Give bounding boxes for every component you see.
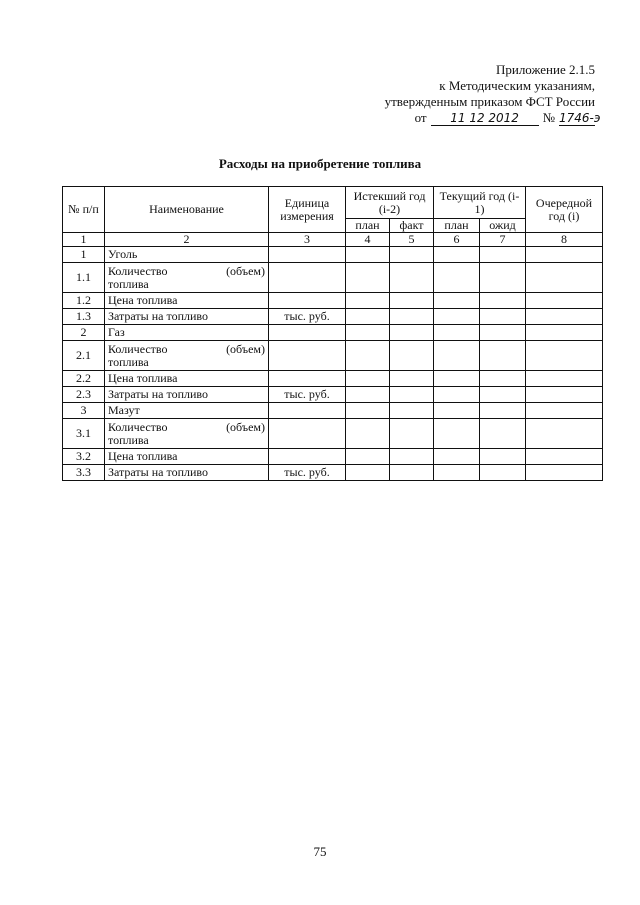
cell-fact bbox=[390, 449, 434, 465]
cell-plan-current bbox=[434, 387, 480, 403]
row-unit bbox=[269, 371, 346, 387]
header-plan-current: план bbox=[434, 219, 480, 233]
cell-plan-current bbox=[434, 371, 480, 387]
row-name: Уголь bbox=[105, 247, 269, 263]
row-num: 1 bbox=[63, 247, 105, 263]
row-name bbox=[105, 263, 269, 293]
row-name-part: топлива bbox=[108, 276, 149, 291]
table-row bbox=[63, 449, 603, 465]
cell-next bbox=[526, 419, 603, 449]
table-row bbox=[63, 263, 603, 293]
header-unit: Единица измерения bbox=[269, 187, 346, 233]
row-name-part: (объем) bbox=[226, 341, 265, 356]
cell-fact bbox=[390, 247, 434, 263]
table-row bbox=[63, 403, 603, 419]
row-unit: тыс. руб. bbox=[269, 387, 346, 403]
cell-plan bbox=[346, 247, 390, 263]
cell-plan bbox=[346, 309, 390, 325]
appendix-label: Приложение 2.1.5 bbox=[495, 62, 595, 77]
cell-plan bbox=[346, 293, 390, 309]
order-reference: утвержденным приказом ФСТ России bbox=[384, 94, 595, 109]
row-unit bbox=[269, 341, 346, 371]
cell-expected bbox=[480, 341, 526, 371]
row-num: 1.2 bbox=[63, 293, 105, 309]
cell-fact bbox=[390, 325, 434, 341]
cell-plan bbox=[346, 449, 390, 465]
from-label: от bbox=[414, 110, 427, 125]
cell-plan bbox=[346, 263, 390, 293]
row-num: 2.3 bbox=[63, 387, 105, 403]
cell-plan-current bbox=[434, 419, 480, 449]
row-name-part: Количество bbox=[108, 341, 168, 356]
cell-plan-current bbox=[434, 325, 480, 341]
row-num: 1.3 bbox=[63, 309, 105, 325]
colnum-5: 5 bbox=[390, 233, 434, 247]
row-name-part: Количество bbox=[108, 263, 168, 278]
cell-fact bbox=[390, 309, 434, 325]
row-name: Затраты на топливо bbox=[105, 465, 269, 481]
cell-plan-current bbox=[434, 341, 480, 371]
cell-next bbox=[526, 247, 603, 263]
row-num: 3.2 bbox=[63, 449, 105, 465]
row-num: 2.2 bbox=[63, 371, 105, 387]
cell-next bbox=[526, 403, 603, 419]
row-name-part: Количество bbox=[108, 419, 168, 434]
cell-expected bbox=[480, 371, 526, 387]
header-current-year: Текущий год (i-1) bbox=[434, 187, 526, 219]
table-row bbox=[63, 387, 603, 403]
cell-next bbox=[526, 263, 603, 293]
cell-expected bbox=[480, 309, 526, 325]
cell-fact bbox=[390, 371, 434, 387]
cell-next bbox=[526, 309, 603, 325]
cell-next bbox=[526, 449, 603, 465]
row-unit: тыс. руб. bbox=[269, 465, 346, 481]
row-name: Газ bbox=[105, 325, 269, 341]
table-row bbox=[63, 325, 603, 341]
row-unit bbox=[269, 449, 346, 465]
cell-fact bbox=[390, 387, 434, 403]
header-expected: ожид bbox=[480, 219, 526, 233]
cell-plan bbox=[346, 325, 390, 341]
cell-expected bbox=[480, 293, 526, 309]
cell-fact bbox=[390, 263, 434, 293]
cell-fact bbox=[390, 403, 434, 419]
number-label: № bbox=[542, 110, 555, 125]
header-plan: план bbox=[346, 219, 390, 233]
cell-expected bbox=[480, 449, 526, 465]
row-name: Цена топлива bbox=[105, 449, 269, 465]
cell-expected bbox=[480, 263, 526, 293]
row-name-part: (объем) bbox=[226, 419, 265, 434]
cell-plan-current bbox=[434, 293, 480, 309]
table-row bbox=[63, 341, 603, 371]
row-unit bbox=[269, 325, 346, 341]
colnum-2: 2 bbox=[105, 233, 269, 247]
page-title: Расходы на приобретение топлива bbox=[218, 156, 422, 171]
row-num: 3.1 bbox=[63, 419, 105, 449]
cell-expected bbox=[480, 325, 526, 341]
cell-plan-current bbox=[434, 465, 480, 481]
colnum-8: 8 bbox=[526, 233, 603, 247]
cell-expected bbox=[480, 387, 526, 403]
cell-plan-current bbox=[434, 309, 480, 325]
cell-plan-current bbox=[434, 247, 480, 263]
cell-fact bbox=[390, 293, 434, 309]
row-num: 1.1 bbox=[63, 263, 105, 293]
cell-next bbox=[526, 371, 603, 387]
table-row bbox=[63, 465, 603, 481]
cell-expected bbox=[480, 403, 526, 419]
row-name bbox=[105, 419, 269, 449]
row-num: 3.3 bbox=[63, 465, 105, 481]
row-num: 2.1 bbox=[63, 341, 105, 371]
row-unit bbox=[269, 403, 346, 419]
table-row bbox=[63, 309, 603, 325]
colnum-3: 3 bbox=[269, 233, 346, 247]
header-fact: факт bbox=[390, 219, 434, 233]
cell-expected bbox=[480, 419, 526, 449]
table-row bbox=[63, 293, 603, 309]
cell-plan-current bbox=[434, 263, 480, 293]
header-name: Наименование bbox=[105, 187, 269, 233]
cell-fact bbox=[390, 341, 434, 371]
table-row bbox=[63, 247, 603, 263]
header-past-year: Истекший год (i-2) bbox=[346, 187, 434, 219]
row-unit: тыс. руб. bbox=[269, 309, 346, 325]
row-name-part: топлива bbox=[108, 432, 149, 447]
cell-expected bbox=[480, 247, 526, 263]
header-next-year: Очередной год (i) bbox=[526, 187, 603, 233]
row-name: Цена топлива bbox=[105, 371, 269, 387]
colnum-6: 6 bbox=[434, 233, 480, 247]
cell-expected bbox=[480, 465, 526, 481]
colnum-1: 1 bbox=[63, 233, 105, 247]
row-unit bbox=[269, 263, 346, 293]
colnum-4: 4 bbox=[346, 233, 390, 247]
row-name bbox=[105, 341, 269, 371]
guidelines-reference: к Методическим указаниям, bbox=[439, 78, 595, 93]
cell-plan bbox=[346, 341, 390, 371]
row-name-part: (объем) bbox=[226, 263, 265, 278]
row-num: 3 bbox=[63, 403, 105, 419]
colnum-7: 7 bbox=[480, 233, 526, 247]
cell-plan-current bbox=[434, 449, 480, 465]
cell-plan bbox=[346, 403, 390, 419]
cell-plan bbox=[346, 465, 390, 481]
order-date-number bbox=[385, 110, 601, 126]
cell-fact bbox=[390, 419, 434, 449]
order-number: 1746-э bbox=[559, 111, 601, 125]
row-name: Цена топлива bbox=[105, 293, 269, 309]
cell-next bbox=[526, 387, 603, 403]
row-name: Мазут bbox=[105, 403, 269, 419]
document-header bbox=[384, 62, 601, 126]
table-row bbox=[63, 419, 603, 449]
row-unit bbox=[269, 293, 346, 309]
fuel-expenses-table bbox=[62, 186, 603, 481]
cell-plan bbox=[346, 371, 390, 387]
row-num: 2 bbox=[63, 325, 105, 341]
cell-plan bbox=[346, 419, 390, 449]
cell-next bbox=[526, 341, 603, 371]
page-number: 75 bbox=[313, 844, 327, 859]
cell-next bbox=[526, 293, 603, 309]
cell-plan bbox=[346, 387, 390, 403]
cell-next bbox=[526, 465, 603, 481]
row-unit bbox=[269, 247, 346, 263]
header-num: № п/п bbox=[63, 187, 105, 233]
cell-next bbox=[526, 325, 603, 341]
row-unit bbox=[269, 419, 346, 449]
row-name-part: топлива bbox=[108, 354, 149, 369]
cell-fact bbox=[390, 465, 434, 481]
row-name: Затраты на топливо bbox=[105, 309, 269, 325]
cell-plan-current bbox=[434, 403, 480, 419]
row-name: Затраты на топливо bbox=[105, 387, 269, 403]
table-row bbox=[63, 371, 603, 387]
order-date: 11 12 2012 bbox=[431, 112, 539, 126]
